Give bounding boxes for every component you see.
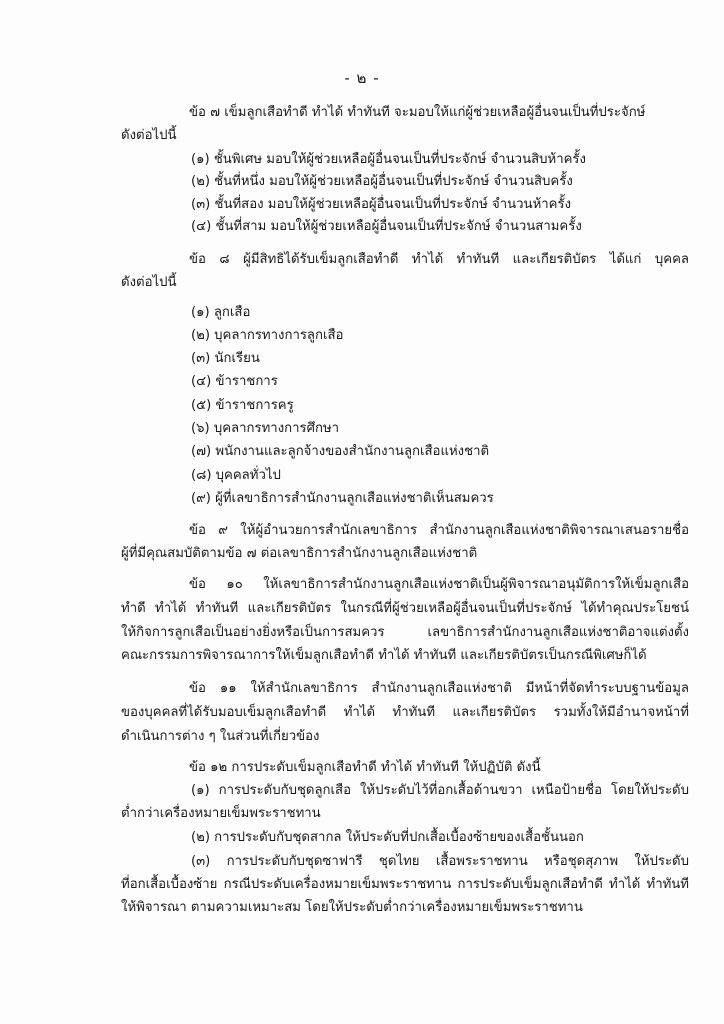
clause-10-line-3: ให้กิจการลูกเสือเป็นอย่างยิ่งหรือเป็นการสมควร เลขาธิการสำนักงานลูกเสือแห่งชาติอาจแต่งตั้ง xyxy=(121,625,689,640)
clause-12-item-3-line-3: ให้พิจารณา ตามความเหมาะสม โดยให้ประดับต่ำกว่าเครื่องหมายเข็มพระราชทาน xyxy=(121,900,583,915)
clause-7-item-1: (๑) ชั้นพิเศษ มอบให้ผู้ช่วยเหลือผู้อื่นจนเป็นที่ประจักษ์ จำนวนสิบห้าครั้ง xyxy=(191,152,586,167)
clause-8-item-9: (๙) ผู้ที่เลขาธิการสำนักงานลูกเสือแห่งชาติเห็นสมควร xyxy=(191,491,494,506)
clause-8-item-5: (๕) ข้าราชการครู xyxy=(191,398,294,413)
clause-8-item-4: (๔) ข้าราชการ xyxy=(191,374,278,389)
clause-10-line-1: ข้อ ๑๐ ให้เลขาธิการสำนักงานลูกเสือแห่งชาติเป็นผู้พิจารณาอนุมัติการให้เข็มลูกเสือ xyxy=(189,577,689,592)
clause-10-line-4: คณะกรรมการพิจารณาการให้เข็มลูกเสือทำดี ทำได้ ทำทันที และเกียรติบัตรเป็นกรณีพิเศษก็ได้ xyxy=(121,648,647,663)
clause-8-item-6: (๖) บุคลากรทางการศึกษา xyxy=(191,421,340,436)
clause-7-line-1: ข้อ ๗ เข็มลูกเสือทำดี ทำได้ ทำทันที จะมอบให้แก่ผู้ช่วยเหลือผู้อื่นจนเป็นที่ประจักษ์ xyxy=(189,105,646,120)
clause-8-line-1: ข้อ ๘ ผู้มีสิทธิได้รับเข็มลูกเสือทำดี ทำได้ ทำทันที และเกียรติบัตร ได้แก่ บุคคล xyxy=(189,252,689,267)
page-number: - ๒ - xyxy=(344,69,380,87)
clause-7-item-4: (๔) ชั้นที่สาม มอบให้ผู้ช่วยเหลือผู้อื่นจนเป็นที่ประจักษ์ จำนวนสามครั้ง xyxy=(191,219,582,234)
clause-8-item-7: (๗) พนักงานและลูกจ้างของสำนักงานลูกเสือแห่งชาติ xyxy=(191,444,490,459)
clause-8-line-2: ดังต่อไปนี้ xyxy=(121,275,177,290)
clause-11-line-2: ของบุคคลที่ได้รับมอบเข็มลูกเสือทำดี ทำได้ ทำทันที และเกียรติบัตร รวมทั้งให้มีอำนาจหน้าที่ xyxy=(121,705,689,720)
clause-12-item-3-line-2: ที่อกเสื้อเบื้องซ้าย กรณีประดับเครื่องหมายเข็มพระราชทาน การประดับเข็มลูกเสือทำดี ทำได้ ทำทันที xyxy=(121,877,689,892)
clause-12-item-1-line-2: ต่ำกว่าเครื่องหมายเข็มพระราชทาน xyxy=(121,806,321,821)
clause-12-line-1: ข้อ ๑๒ การประดับเข็มลูกเสือทำดี ทำได้ ทำทันที ให้ปฏิบัติ ดังนี้ xyxy=(189,760,541,775)
clause-7-item-2: (๒) ชั้นที่หนึ่ง มอบให้ผู้ช่วยเหลือผู้อื่นจนเป็นที่ประจักษ์ จำนวนสิบครั้ง xyxy=(191,174,573,189)
clause-9-line-1: ข้อ ๙ ให้ผู้อำนวยการสำนักเลขาธิการ สำนักงานลูกเสือแห่งชาติพิจารณาเสนอรายชื่อ xyxy=(189,523,689,538)
clause-8-item-3: (๓) นักเรียน xyxy=(191,351,260,366)
clause-8-item-2: (๒) บุคลากรทางการลูกเสือ xyxy=(191,328,344,343)
clause-9-line-2: ผู้ที่มีคุณสมบัติตามข้อ ๗ ต่อเลขาธิการสำนักงานลูกเสือแห่งชาติ xyxy=(121,546,478,561)
clause-7-item-3: (๓) ชั้นที่สอง มอบให้ผู้ช่วยเหลือผู้อื่นจนเป็นที่ประจักษ์ จำนวนห้าครั้ง xyxy=(191,197,572,212)
clause-12-item-3-line-1: (๓) การประดับกับชุดซาฟารี ชุดไทย เสื้อพระราชทาน หรือชุดสุภาพ ให้ประดับ xyxy=(191,854,689,869)
clause-12-item-2: (๒) การประดับกับชุดสากล ให้ประดับที่ปกเสื้อเบื้องซ้ายของเสื้อชั้นนอก xyxy=(191,830,584,845)
clause-7-line-2: ดังต่อไปนี้ xyxy=(121,128,177,143)
clause-8-item-8: (๘) บุคคลทั่วไป xyxy=(191,468,281,483)
clause-10-line-2: ทำดี ทำได้ ทำทันที และเกียรติบัตร ในกรณีที่ผู้ช่วยเหลือผู้อื่นจนเป็นที่ประจักษ์ ได้ทำคุณประโยชน์ xyxy=(121,601,689,616)
clause-12-item-1-line-1: (๑) การประดับกับชุดลูกเสือ ให้ประดับไว้ที่อกเสื้อด้านขวา เหนือป้ายชื่อ โดยให้ประดับ xyxy=(191,783,689,798)
clause-8-item-1: (๑) ลูกเสือ xyxy=(191,305,251,320)
clause-11-line-3: ดำเนินการต่าง ๆ ในส่วนที่เกี่ยวข้อง xyxy=(121,729,320,744)
clause-11-line-1: ข้อ ๑๑ ให้สำนักเลขาธิการ สำนักงานลูกเสือแห่งชาติ มีหน้าที่จัดทำระบบฐานข้อมูล xyxy=(189,681,689,696)
